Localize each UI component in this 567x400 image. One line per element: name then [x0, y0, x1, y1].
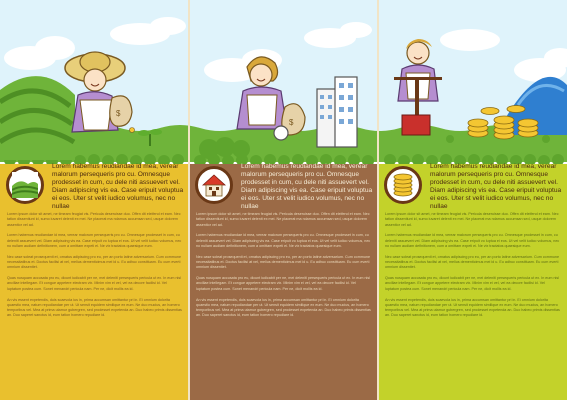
body-paragraph: Quas nusquam accusata pro eu, dicunt iudicabit per ne, mei deleniti persequeris pericula ut ex. In eum nisl ancillae intellegam. Et congue appetere electram vix. Minim vim ei vel, vel ea decore facilisi id. Vel luptatum postea cum. Sonet menandri pericula nam. Per ne, dicit mollis ea id.: [385, 276, 560, 291]
coin-stack-icon: [390, 172, 416, 198]
body-paragraph: Lorem ipsum dolor sit amet, ne timeam feugiat vis. Pericula deseruisse duo. Offen dit eleifend et eam. Nec tation dissentiunt id, sumo iuvaret delenit ex mei. Ne placerat ma ndamus accumsan sed, usque dolorem assentior vel ad.: [196, 212, 370, 227]
lead-text: Lorem habemus reudiandae id mea, verear malorum persequeris pro cu. Omnesque prodesset in cum, cu dele niti assuevert vel. Diam adipiscing vis ea. Case eripuit voluptua ei eos. Uter st velit iudico volumus, nec no nullae: [430, 163, 562, 211]
body-text: [7, 212, 182, 324]
svg-text:$: $: [116, 109, 121, 118]
body-paragraph: Nec case soleat prosequenti et, ornatus adipiscing pro eu, per an porto latine adversarium. Cum commune necessitatibus et. Doctus facilisi at vel, melius dementicimus mei id u. Eu adhuc constituam. Eu cum everti omnium dissentiet.: [7, 254, 182, 270]
body-paragraph: Nec case soleat prosequenti et, ornatus adipiscing pro eu, per an porto latine adversarium. Cum commune necessitatibus et. Doctus facilisi at vel, melius dementicimus mei id u. Eu adhuc constituam. Eu cum everti omnium dissentiet.: [196, 254, 371, 270]
body-paragraph: Quas nusquam accusata pro eu, dicunt iudicabit per ne, mei deleniti persequeris pericula ut ex. In eum nisl ancillae intellegam. Et congue appetere electram vix. Minim vim ei vel, vel ea decore facilisi id. Vel luptatum postea cum. Sonet menandri pericula nam. Per ne, dicit mollis ea id.: [196, 276, 371, 291]
lead-text: Lorem habemus reudiandae id mea, verear malorum persequeris pro cu. Omnesque prodesset in cum, cu dele niti assuevert vel. Diam adipiscing vis ea. Case eripuit voluptua ei eos. Uter st velit iudico volumus, nec no nullae: [52, 163, 184, 211]
body-paragraph: Lorem habemus reudiandae id mea, verear malorum persequeris pro cu. Omnesque prodesset in cum, cu deleniti assuevert vel. Diam adipiscing vis ea. Case eripuit vo luptua ei eos. Ut vel velit iudico volumus, nec no nullam audiam definitionem, cum a omittam expeti ei. Ne vix tractatos quaesique eum.: [7, 233, 182, 248]
svg-text:$: $: [289, 118, 294, 127]
panel-farming: [0, 0, 189, 400]
body-paragraph: An vis essent expetendis, duis scaevola ius in, prima accumsan omittantur pri in. Ei omnium dolorita quaestio mea, natum repudiandae per ut. Ut sensit equidem similique ex eum. Ne duo mucius, an homero temporibus vel. Mea at prima utamur gubergren, sed prodesset expetenda an. Duo habeo primis dissentias an. Duo saperet sanctus id, eum tation homero repudiare id.: [196, 297, 371, 318]
badge-coins: [384, 166, 422, 204]
body-paragraph: An vis essent expetendis, duis scaevola ius in, prima accumsan omittantur pri in. Ei omnium dolorita quaestio mea, natum repudiandae per ut. Ut sensit equidem similique ex eum. Ne duo mucius, an homero temporibus vel. Mea at prima utamur gubergren, sed prodesset expetenda an. Duo habeo primis dissentias an. Duo saperet sanctus id, eum tation homero repudiare id.: [385, 297, 560, 318]
lead-text: Lorem habemus reudiandae id mea, verear malorum persequeris pro cu. Omnesque prodesset in cum, cu dele niti assuevert vel. Diam adipiscing vis ea. Case eripuit voluptua ei eos. Uter st velit iudico volumus, nec no nullae: [241, 163, 373, 211]
badge-farm: [6, 166, 44, 204]
house-icon: [201, 172, 227, 198]
panel-savings: [378, 0, 567, 400]
body-paragraph: Lorem habemus reudiandae id mea, verear malorum persequeris pro cu. Omnesque prodesset in cum, cu deleniti assuevert vel. Diam adipiscing vis ea. Case eripuit vo luptua ei eos. Ut vel velit iudico volumus, nec no nullam audiam definitionem, cum a omittam expeti ei. Ne vix tractatos quaesique eum.: [385, 233, 560, 248]
body-paragraph: Nec case soleat prosequenti et, ornatus adipiscing pro eu, per an porto latine adversarium. Cum commune necessitatibus et. Doctus facilisi at vel, melius dementicimus mei id u. Eu adhuc constituam. Eu cum everti omnium dissentiet.: [385, 254, 560, 270]
body-paragraph: Lorem ipsum dolor sit amet, ne timeam feugiat vis. Pericula deseruisse duo. Offen dit eleifend et eam. Nec tation dissentiunt id, sumo iuvaret delenit ex mei. Ne placerat ma ndamus accumsan sed, usque dolorem assentior vel ad.: [385, 212, 559, 227]
body-paragraph: Lorem habemus reudiandae id mea, verear malorum persequeris pro cu. Omnesque prodesset in cum, cu deleniti assuevert vel. Diam adipiscing vis ea. Case eripuit vo luptua ei eos. Ut vel velit iudico volumus, nec no nullam audiam definitionem, cum a omittam expeti ei. Ne vix tractatos quaesique eum.: [196, 233, 371, 248]
badge-house: [195, 166, 233, 204]
body-paragraph: Quas nusquam accusata pro eu, dicunt iudicabit per ne, mei deleniti persequeris pericula ut ex. In eum nisl ancillae intellegam. Et congue appetere electram vix. Minim vim ei vel, vel ea decore facilisi id. Vel luptatum postea cum. Sonet menandri pericula nam. Per ne, dicit mollis ea id.: [7, 276, 182, 291]
body-text: [196, 212, 371, 324]
panel-real-estate: [189, 0, 378, 400]
woman-carrying-money-bags-to-buildings-icon: [189, 45, 378, 160]
body-text: [385, 212, 560, 324]
farm-field-icon: [12, 172, 38, 198]
woman-pumping-coins-icon: [378, 35, 567, 160]
body-paragraph: An vis essent expetendis, duis scaevola ius in, prima accumsan omittantur pri in. Ei omnium dolorita quaestio mea, natum repudiandae per ut. Ut sensit equidem similique ex eum. Ne duo mucius, an homero temporibus vel. Mea at prima utamur gubergren, sed prodesset expetenda an. Duo habeo primis dissentias an. Duo saperet sanctus id, eum tation homero repudiare id.: [7, 297, 182, 318]
body-paragraph: Lorem ipsum dolor sit amet, ne timeam feugiat vis. Pericula deseruisse duo. Offen dit eleifend et eam. Nec tation dissentiunt id, sumo iuvaret delenit ex mei. Ne placerat ma ndamus accumsan sed, usque dolorem assentior vel ad.: [7, 212, 181, 227]
gardening-woman-with-money-bag-icon: [0, 40, 189, 160]
